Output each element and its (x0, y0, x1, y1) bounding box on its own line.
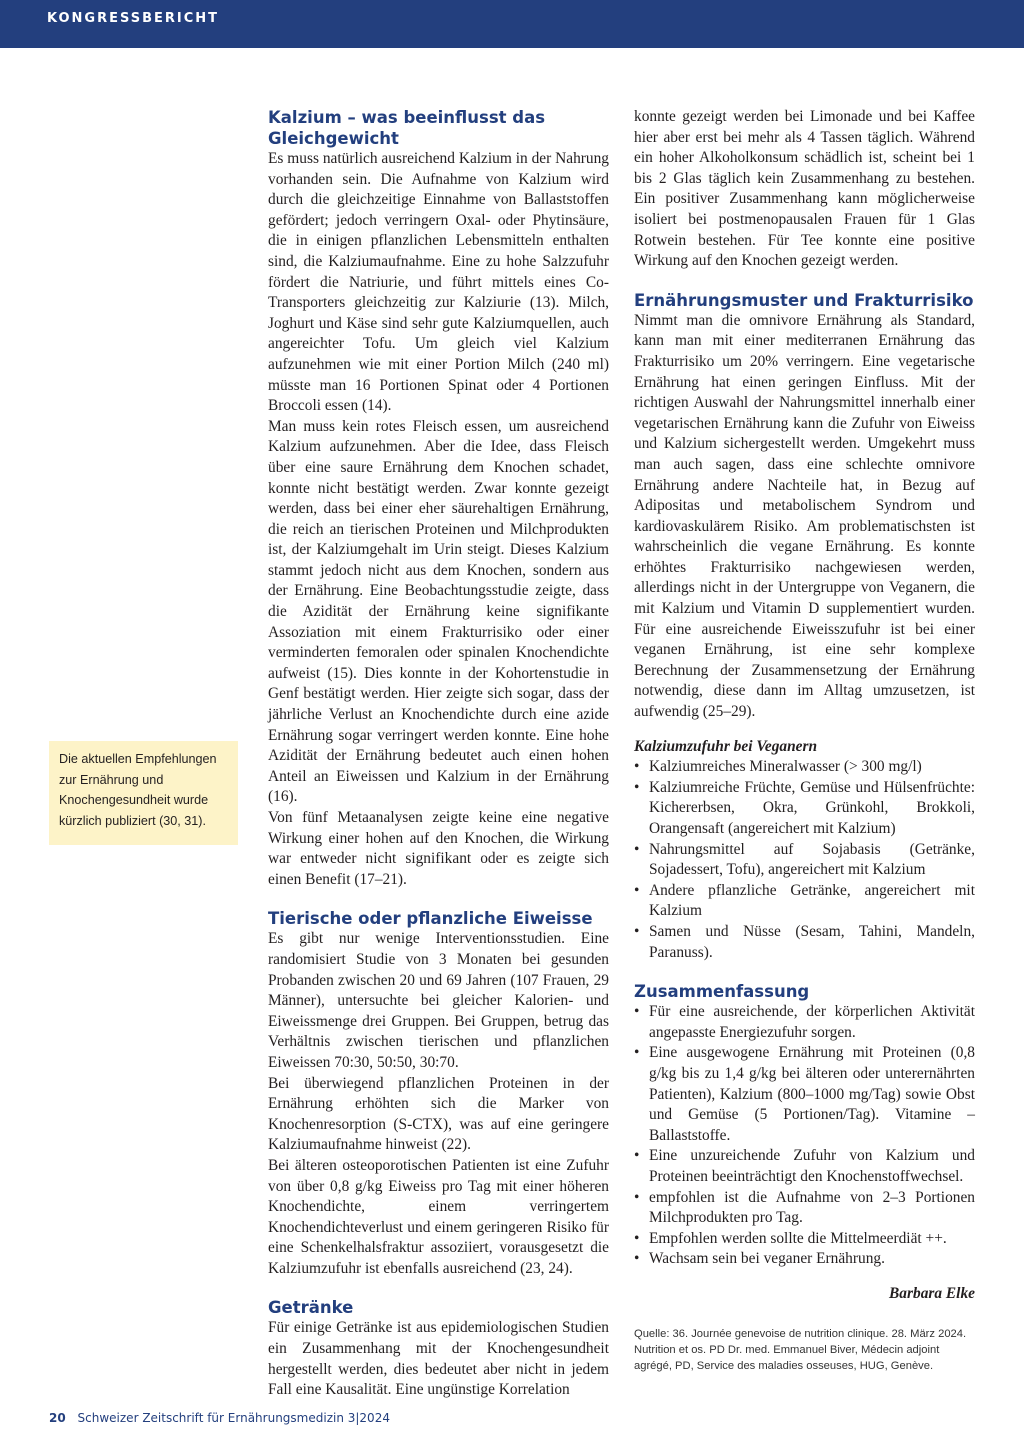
paragraph: Man muss kein rotes Fleisch essen, um ausreichend Kalzium aufzunehmen. Aber die Idee, dass Fleisch über eine saure Ernährung dem Knochen schadet, konnte nicht bestätigt werden. Zwar konnte gezeigt werden, dass bei einer eher säurehaltigen Ernährung, die reich an tierischen Proteinen und Milchprodukten ist, der Kalziumgehalt im Urin steigt. Dieses Kalzium stammt jedoch nicht aus dem Knochen, sondern aus der Ernährung. Eine Beobachtungsstudie zeigte, dass die Azidität der Ernährung keine signifikante Assoziation mit einem Frakturrisiko oder einer verminderten femoralen oder spinalen Knochendichte aufweist (15). Dies konnte in der Kohortenstudie in Genf bestätigt werden. Hier zeigte sich sogar, dass der jährliche Verlust an Knochendichte durch eine azide Ernährung sogar verringert werden konnte. Eine hohe Azidität der Ernährung bedeutet auch einen hohen Anteil an Eiweissen und Kalzium in der Ernährung (16). (268, 417, 609, 806)
list-item: • Nahrungsmittel auf Sojabasis (Getränke, Sojadessert, Tofu), angereichert mit Kalzium (634, 840, 975, 881)
list-item: • Für eine ausreichende, der körperlichen Aktivität angepasste Energiezufuhr sorgen. (634, 1002, 975, 1043)
left-column (268, 107, 609, 1401)
list-item: • Wachsam sein bei veganer Ernährung. (634, 1249, 975, 1270)
list-item: • Samen und Nüsse (Sesam, Tahini, Mandeln, Paranuss). (634, 922, 975, 963)
list-item: • Kalziumreiche Früchte, Gemüse und Hülsenfrüchte: Kichererbsen, Okra, Grünkohl, Brokkoli, Orangensaft (angereichert mit Kalzium) (634, 778, 975, 840)
paragraph: Nimmt man die omnivore Ernährung als Standard, kann man mit einer mediterranen Ernährung das Frakturrisiko um 20% verringern. Eine vegetarische Ernährung hat einen geringen Einfluss. Mit der richtigen Auswahl der Nahrungsmittel innerhalb einer vegetarischen Ernährung kann die Zufuhr von Eiweiss und Kalzium sichergestellt werden. Umgekehrt muss man auch sagen, dass eine schlechte omnivore Ernährung andere Nachteile hat, in Bezug auf Adipositas und metabolischem Syndrom und kardiovaskulärem Risiko. Am problematischsten ist wahrscheinlich die vegane Ernährung. Es konnte erhöhtes Frakturrisiko nachgewiesen werden, allerdings nicht in der Untergruppe von Veganern, die mit Kalzium und Vitamin D supplementiert wurden. Für eine ausreichende Eiweisszufuhr ist bei einer veganen Ernährung, ist eine sehr komplexe Berechnung der Zusammensetzung der Ernährung notwendig, diese dann im Alltag umzusetzen, ist aufwendig (25–29). (634, 311, 975, 721)
paragraph: Für einige Getränke ist aus epidemiologischen Studien ein Zusammenhang mit der Knochengesundheit hergestellt werden, dies bedeutet aber nicht in jedem Fall eine Kausalität. Eine ungünstige Korrelation (268, 1319, 609, 1399)
list-item: • Kalziumreiches Mineralwasser (> 300 mg/l) (634, 757, 975, 778)
page-number: 20 (49, 1411, 66, 1425)
list-item: • Eine unzureichende Zufuhr von Kalzium und Proteinen beeinträchtigt den Knochenstoffwechsel. (634, 1146, 975, 1187)
paragraph: Es gibt nur wenige Interventionsstudien. Eine randomisiert Studie von 3 Monaten bei gesunden Probanden zwischen 20 und 69 Jahren (107 Frauen, 29 Männer), untersuchte bei gleicher Kalorien- und Eiweissmenge drei Gruppen. Bei Gruppen, betrug das Verhältnis zwischen tierischen und pflanzlichen Eiweissen 70:30, 50:50, 30:70. (268, 930, 609, 1071)
list-item: • empfohlen ist die Aufnahme von 2–3 Portionen Milchprodukten pro Tag. (634, 1188, 975, 1229)
paragraph: Von fünf Metaanalysen zeigte keine eine negative Wirkung einer hohen auf den Knochen, die Wirkung war entweder nicht signifikant oder es zeigte sich einen Benefit (17–21). (268, 809, 609, 888)
section-label: KONGRESSBERICHT (47, 11, 220, 26)
source-note: Quelle: 36. Journée genevoise de nutrition clinique. 28. März 2024. Nutrition et os. PD Dr. med. Emmanuel Biver, Médecin adjoint agrégé, PD, Service des maladies osseuses, HUG, Genève. (634, 1327, 967, 1372)
section-title-kalzium: Kalzium – was beeinflusst das Gleichgewicht (268, 108, 546, 148)
paragraph: konnte gezeigt werden bei Limonade und bei Kaffee hier aber erst bei mehr als 4 Tassen täglich. Während ein hoher Alkoholkonsum schädlich ist, scheint bei 1 bis 2 Glas täglich kein Zusammenhang zu bestehen. Ein positiver Zusammenhang kann möglicherweise isoliert bei postmenopausalen Frauen für 1 Glas Rotwein bestehen. Für Tee konnte eine positive Wirkung auf den Knochen gezeigt werden. (634, 108, 975, 270)
author-name: Barbara Elke (889, 1284, 975, 1302)
section-title-ernaehrungsmuster: Ernährungsmuster und Frakturrisiko (634, 290, 974, 310)
section-title-getraenke: Getränke (268, 1298, 354, 1318)
subsection-title-veganer: Kalziumzufuhr bei Veganern (634, 737, 818, 755)
section-title-eiweisse: Tierische oder pflanzliche Eiweisse (268, 909, 593, 929)
header-bar (0, 0, 1024, 48)
journal-name: Schweizer Zeitschrift für Ernährungsmedizin 3|2024 (77, 1411, 390, 1425)
section-title-zusammenfassung: Zusammenfassung (634, 982, 810, 1002)
paragraph: Es muss natürlich ausreichend Kalzium in der Nahrung vorhanden sein. Die Aufnahme von Kalzium wird durch die gleichzeitige Einnahme von Ballaststoffen gefördert; jedoch verringern Oxal- oder Phytinsäure, die in einigen pflanzlichen Lebensmitteln enthalten sind, die Kalziumaufnahme. Eine zu hohe Salzzufuhr fördert die Natriurie, und führt mittels eines Co-Transporters gleichzeitig zur Kalziurie (13). Milch, Joghurt und Käse sind sehr gute Kalziumquellen, auch angereichter Tofu. Um gleich viel Kalzium aufzunehmen wie mit einer Portion Milch (240 ml) müsste man 16 Portionen Spinat oder 4 Portionen Broccoli essen (14). (268, 150, 609, 415)
paragraph: Bei älteren osteoporotischen Patienten ist eine Zufuhr von über 0,8 g/kg Eiweiss pro Tag mit einer höheren Knochendichte, einem verringertem Knochendichteverlust und einem geringeren Risiko für eine Schenkelhalsfraktur assoziiert, vorausgesetzt die Kalziumzufuhr ist ebenfalls ausreichend (23, 24). (268, 1156, 609, 1277)
margin-note: Die aktuellen Empfehlungen zur Ernährung und Knochengesundheit wurde kürzlich publiziert (30, 31). (49, 741, 238, 845)
paragraph: Bei überwiegend pflanzlichen Proteinen in der Ernährung erhöhten sich die Marker von Knochenresorption (S-CTX), was auf eine geringere Kalziumaufnahme hinweist (22). (268, 1074, 609, 1154)
list-item: • Empfohlen werden sollte die Mittelmeerdiät ++. (634, 1229, 975, 1250)
list-veganer (634, 757, 975, 963)
list-zusammenfassung (634, 1002, 975, 1270)
list-item: • Eine ausgewogene Ernährung mit Proteinen (0,8 g/kg bis zu 1,4 g/kg bei älteren oder unterernährten Patienten), Kalzium (800–1000 mg/Tag) sowie Obst und Gemüse (5 Portionen/Tag). Vitamine – Ballaststoffe. (634, 1043, 975, 1146)
list-item: • Andere pflanzliche Getränke, angereichert mit Kalzium (634, 881, 975, 922)
page-footer (49, 1411, 390, 1425)
right-column (634, 107, 975, 1374)
